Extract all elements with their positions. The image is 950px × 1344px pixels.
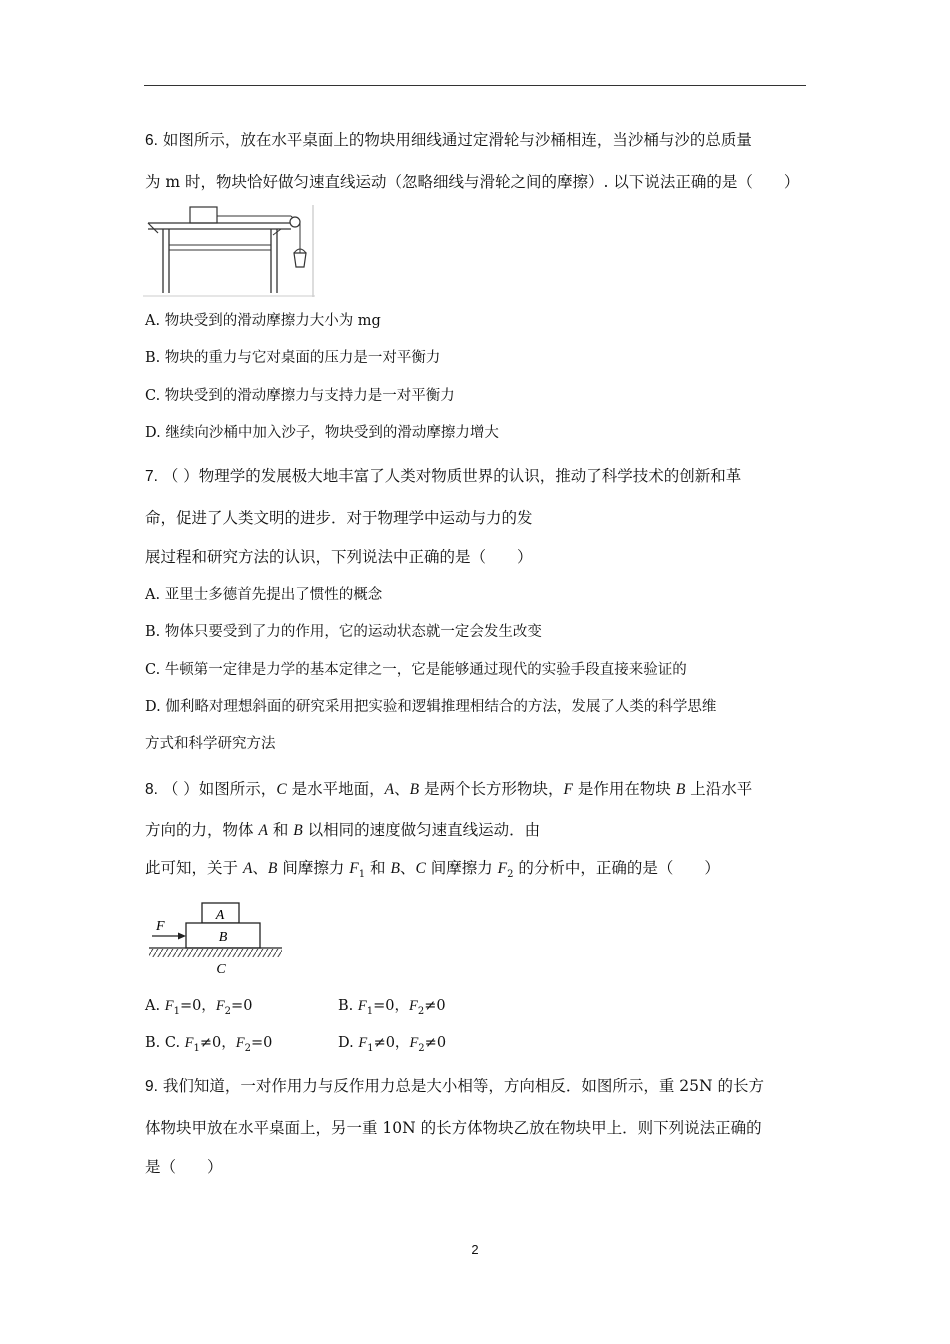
- ground-hatch: [149, 949, 282, 957]
- q7-line-1: 7. （ ）物理学的发展极大地丰富了人类对物质世界的认识，推动了科学技术的创新和革: [145, 467, 742, 485]
- q7-option-c: C. 牛顿第一定律是力学的基本定律之一，它是能够通过现代的实验手段直接来验证的: [145, 662, 687, 678]
- q7-line-3: 展过程和研究方法的认识，下列说法中正确的是（ ）: [145, 548, 533, 566]
- pulley: [290, 217, 300, 227]
- q7-option-b: B. 物体只要受到了力的作用，它的运动状态就一定会发生改变: [145, 624, 542, 640]
- q8-option-d: D. $F_1\ne 0$，$F_2\ne 0$: [338, 1035, 447, 1054]
- force-label: F: [156, 919, 165, 934]
- q9-line-1: 9. 我们知道，一对作用力与反作用力总是大小相等，方向相反．如图所示，重 25N 的长方: [145, 1077, 765, 1095]
- q6-line-2: 为 m 时，物块恰好做匀速直线运动（忽略细线与滑轮之间的摩擦）. 以下说法正确的是（ ）: [145, 173, 800, 191]
- q8-option-c: B. C. $F_1\ne 0$，$F_2=0$: [145, 1035, 273, 1054]
- q8-line-1: 8. （ ）如图所示，C 是水平地面，A、B 是两个长方形物块，F 是作用在物块 B 上沿水平: [145, 780, 753, 798]
- q6-line-1: 6. 如图所示，放在水平桌面上的物块用细线通过定滑轮与沙桶相连，当沙桶与沙的总质量: [145, 131, 752, 149]
- q6-option-a: A. 物块受到的滑动摩擦力大小为 mg: [145, 313, 381, 329]
- q7-number: 7.: [145, 468, 158, 485]
- q9-line-3: 是（ ）: [145, 1158, 223, 1176]
- ground-label: C: [216, 962, 226, 977]
- page-number: 2: [471, 1242, 479, 1257]
- sand-bucket: [294, 253, 306, 267]
- q6-option-c: C. 物块受到的滑动摩擦力与支持力是一对平衡力: [145, 388, 455, 404]
- q7-option-a: A. 亚里士多德首先提出了惯性的概念: [145, 587, 383, 603]
- q9-number: 9.: [145, 1078, 158, 1095]
- q7-line-2: 命，促进了人类文明的进步．对于物理学中运动与力的发: [145, 509, 533, 527]
- q7-option-d: D. 伽利略对理想斜面的研究采用把实验和逻辑推理相结合的方法，发展了人类的科学思维: [145, 699, 717, 715]
- header-rule: [144, 85, 806, 86]
- q6-option-b: B. 物块的重力与它对桌面的压力是一对平衡力: [145, 350, 441, 366]
- q8-number: 8.: [145, 781, 158, 798]
- q8-line-2: 方向的力，物体 A 和 B 以相同的速度做匀速直线运动．由: [145, 821, 541, 839]
- block-a-label: A: [215, 908, 225, 923]
- q6-table-pulley-figure: [143, 205, 315, 297]
- q9-line-2: 体物块甲放在水平桌面上，另一重 10N 的长方体物块乙放在物块甲上．则下列说法正确的: [145, 1119, 762, 1137]
- q8-option-b: B. $F_1=0$，$F_2\ne 0$: [338, 998, 446, 1017]
- block: [190, 207, 217, 223]
- q6-option-d: D. 继续向沙桶中加入沙子，物块受到的滑动摩擦力增大: [145, 425, 499, 441]
- q8-blocks-figure: [146, 896, 284, 978]
- q8-line-3: 此可知，关于 A、B 间摩擦力 $F_1$ 和 B、C 间摩擦力 $F_2$ 的分析中，正确的是（ ）: [145, 859, 720, 881]
- block-b-label: B: [218, 930, 228, 945]
- q6-number: 6.: [145, 132, 158, 149]
- q7-option-d-cont: 方式和科学研究方法: [145, 736, 276, 752]
- q8-option-a: A. $F_1=0$，$F_2=0$: [145, 998, 253, 1017]
